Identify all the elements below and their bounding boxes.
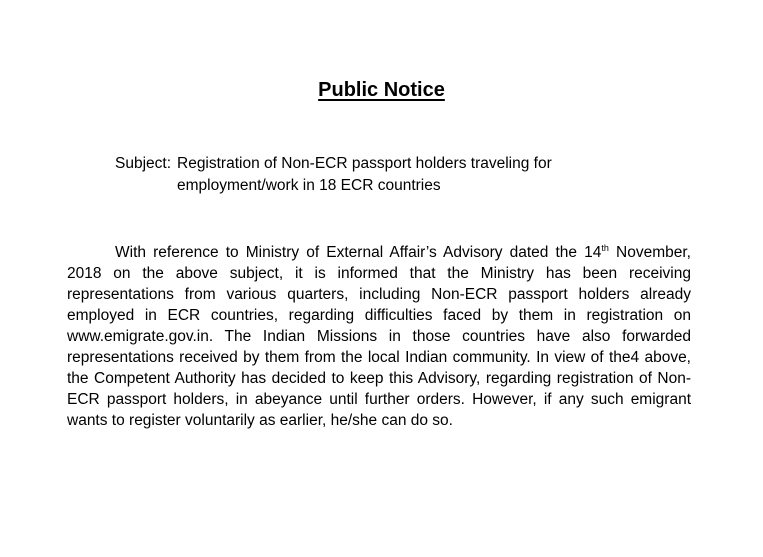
subject-line-2: employment/work in 18 ECR countries [177, 177, 441, 194]
body-text-part-1: With reference to Ministry of External Affair’s Advisory dated the 14 [115, 244, 602, 261]
subject-line-1: Registration of Non-ECR passport holders traveling for [177, 155, 552, 172]
body-text-part-2: November, 2018 on the above subject, it is informed that the Ministry has been receiving representations from various quarters, including Non-ECR passport holders already employed in ECR countries, regarding difficulties faced by them in registration on www.emigrate.gov.in. The Indian Missions in those countries have also forwarded representations received by them from the local Indian community. In view of the4 above, the Competent Authority has decided to keep this Advisory, regarding registration of Non-ECR passport holders, in abeyance until further orders. However, if any such emigrant wants to register voluntarily as earlier, he/she can do so. [67, 244, 691, 429]
date-ordinal-suffix: th [601, 242, 609, 253]
subject-block [115, 153, 635, 197]
subject-label: Subject: [115, 155, 172, 172]
subject-text [177, 153, 635, 197]
notice-title: Public Notice [318, 79, 445, 101]
notice-body [67, 242, 691, 431]
subject-row [115, 153, 635, 197]
